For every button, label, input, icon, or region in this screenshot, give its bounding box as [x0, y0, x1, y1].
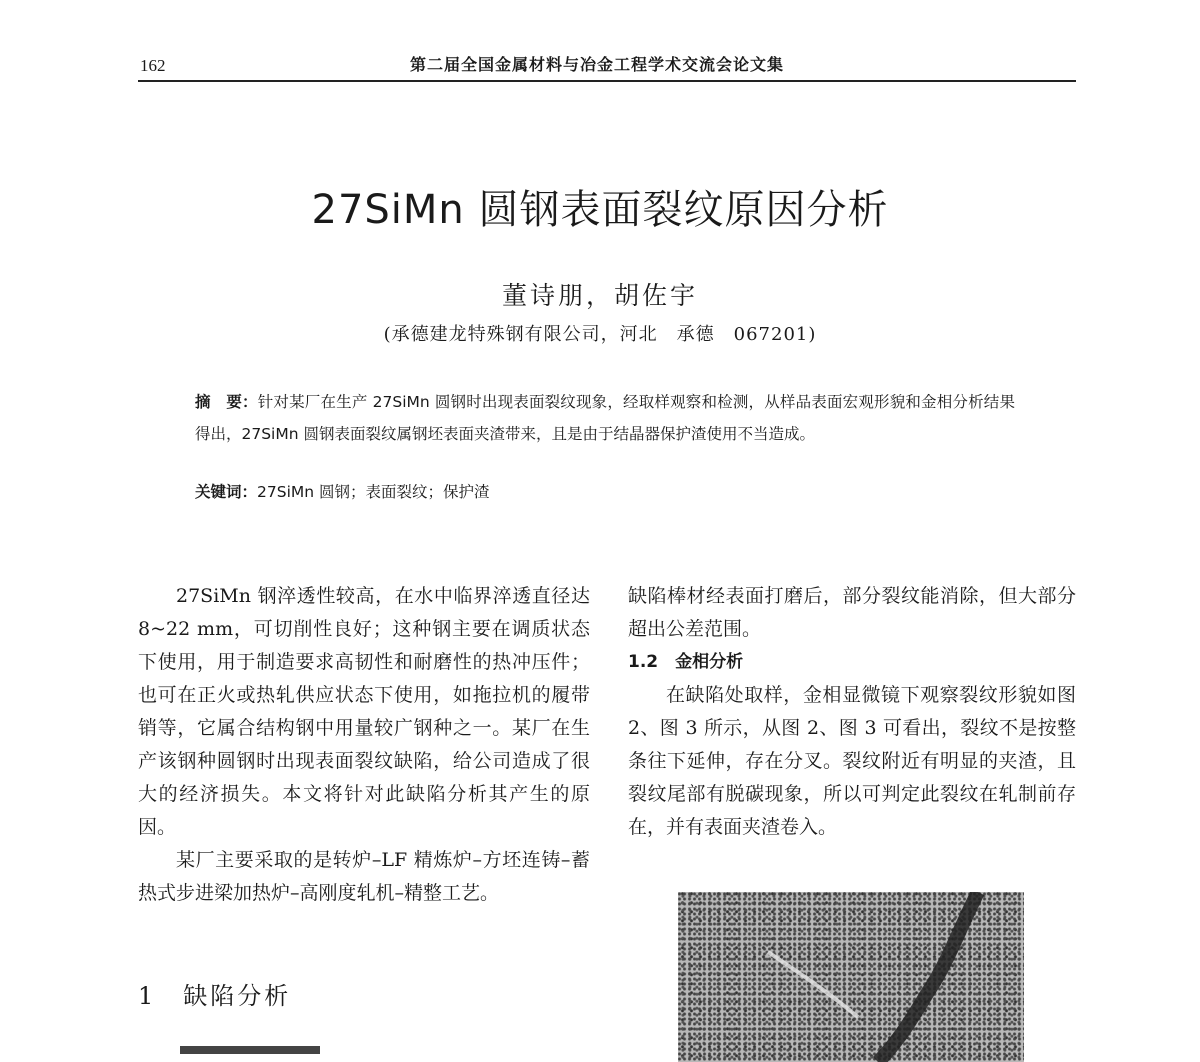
keywords-text: 27SiMn 圆钢；表面裂纹；保护渣 — [257, 483, 490, 501]
abstract-label: 摘 要： — [195, 393, 258, 411]
section-heading: 1 缺陷分析 — [138, 982, 292, 1010]
abstract — [195, 386, 1015, 450]
left-column — [138, 580, 590, 910]
keywords — [195, 480, 1015, 502]
article-title: 27SiMn 圆钢表面裂纹原因分析 — [311, 187, 889, 233]
paragraph: 27SiMn 钢淬透性较高，在水中临界淬透直径达 8~22 mm，可切削性良好；这种钢主要在调质状态下使用，用于制造要求高韧性和耐磨性的热冲压件；也可在正火或热轧供应状态下使用，如拖拉机的履带销等，它属合结构钢中用量较广钢种之一。某厂在生产该钢种圆钢时出现表面裂纹缺陷，给公司造成了很大的经济损失。本文将针对此缺陷分析其产生的原因。 — [138, 585, 590, 838]
paragraph: 在缺陷处取样，金相显微镜下观察裂纹形貌如图 2、图 3 所示，从图 2、图 3 可看出，裂纹不是按整条往下延伸，存在分叉。裂纹附近有明显的夹渣，且裂纹尾部有脱碳现象，所以可判定此裂纹在轧制前存在，并有表面夹渣卷入。 — [628, 684, 1076, 838]
keywords-label: 关键词： — [195, 483, 258, 501]
paragraph: 缺陷棒材经表面打磨后，部分裂纹能消除，但大部分超出公差范围。 — [628, 585, 1076, 640]
right-column — [628, 580, 1076, 844]
micrograph-figure — [678, 892, 1024, 1062]
running-head: 第二届全国金属材料与冶金工程学术交流会论文集 — [410, 55, 785, 74]
abstract-text: 针对某厂在生产 27SiMn 圆钢时出现表面裂纹现象，经取样观察和检测，从样品表面宏观形貌和金相分析结果得出，27SiMn 圆钢表面裂纹属钢坯表面夹渣带来，且是由于结晶器保护渣使用不当造成。 — [195, 393, 1015, 443]
header-rule — [138, 80, 1076, 82]
cut-off-text-line — [180, 1046, 320, 1054]
page-number: 162 — [140, 56, 166, 75]
authors: 董诗朋，胡佐宇 — [501, 281, 698, 310]
subsection-heading: 1.2 金相分析 — [628, 652, 744, 672]
crack-image — [678, 892, 1024, 1062]
paragraph: 某厂主要采取的是转炉–LF 精炼炉–方坯连铸–蓄热式步进梁加热炉–高刚度轧机–精整工艺。 — [138, 849, 590, 904]
affiliation: (承德建龙特殊钢有限公司，河北 承德 067201) — [383, 324, 817, 345]
